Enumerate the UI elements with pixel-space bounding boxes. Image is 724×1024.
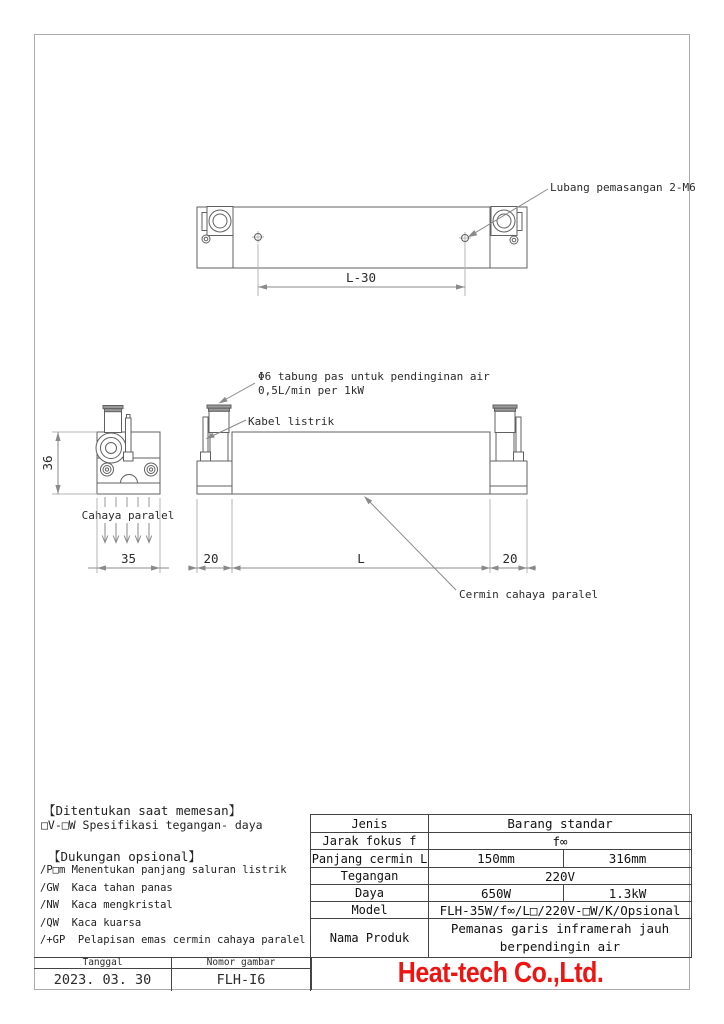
company-logo: Heat-tech Co.,Ltd. — [398, 957, 604, 989]
product-name-line2: berpendingin air — [499, 939, 621, 954]
light-arrows — [102, 523, 152, 543]
left-fitting-top-view — [202, 207, 233, 244]
cooling-label-line1: Φ6 tabung pas untuk pendinginan air — [258, 370, 490, 383]
mirror-label: Cermin cahaya paralel — [459, 588, 599, 601]
top-view-body — [197, 207, 527, 268]
date-label: Tanggal — [34, 958, 171, 969]
cable-label: Kabel listrik — [248, 415, 335, 428]
mount-hole-label: Lubang pemasangan 2-M6 — [550, 181, 696, 194]
option-item: /QW Kaca kuarsa — [40, 917, 142, 929]
mirror-leader — [364, 496, 456, 590]
right-fitting-front-view — [493, 405, 524, 461]
mounting-holes — [252, 231, 471, 244]
option-item: /+GP Pelapisan emas cermin cahaya paralel — [40, 934, 306, 946]
row-value: Barang standar — [429, 815, 692, 833]
title-block-date — [34, 958, 172, 991]
row-value: f∞ — [429, 833, 692, 850]
row-value: 650W — [429, 885, 564, 902]
table-row — [311, 902, 692, 919]
dim-label-l30: L-30 — [345, 270, 377, 285]
option-item: /P□m Menentukan panjang saluran listrik — [40, 864, 287, 876]
light-label: Cahaya paralel — [81, 509, 175, 522]
option-item: /GW Kaca tahan panas — [40, 882, 173, 894]
product-name-line1: Pemanas garis inframerah jauh — [450, 921, 670, 936]
water-connector-end-view — [103, 406, 123, 433]
row-label: Panjang cermin L — [311, 851, 428, 866]
drawing-number-value: FLH-I6 — [216, 972, 266, 988]
dim-label-20-left: 20 — [203, 551, 219, 566]
spec-table — [310, 814, 692, 958]
dim-label-35: 35 — [120, 551, 137, 566]
dim-label-L: L — [357, 551, 365, 566]
title-block-number — [172, 958, 311, 991]
row-value: 150mm — [429, 850, 564, 868]
drawing-number-label: Nomor gambar — [172, 958, 310, 969]
left-fitting-front-view — [201, 405, 232, 461]
table-row — [311, 815, 692, 833]
right-fitting-top-view — [491, 207, 522, 245]
table-row — [311, 919, 692, 958]
cooling-leader — [219, 383, 256, 404]
table-row — [311, 868, 692, 885]
row-label: Daya — [311, 885, 429, 902]
dim-label-36: 36 — [40, 455, 55, 471]
row-value: 1.3kW — [564, 885, 692, 902]
row-label: Jenis — [311, 815, 429, 833]
row-label: Nama Produk — [311, 919, 429, 958]
row-value — [429, 919, 692, 958]
row-label: Model — [311, 902, 429, 919]
row-value: 316mm — [564, 850, 692, 868]
arch-notch — [121, 475, 138, 483]
option-note-header: 【Dukungan opsional】 — [48, 849, 201, 864]
dim-36 — [52, 432, 96, 494]
option-item: /NW Kaca mengkristal — [40, 899, 173, 911]
table-row — [311, 833, 692, 850]
table-row — [311, 885, 692, 902]
front-view — [188, 370, 598, 601]
row-label: Tegangan — [311, 868, 429, 885]
row-value: FLH-35W/f∞/L□/220V-□W/K/Opsional — [429, 902, 692, 919]
light-rays — [105, 497, 149, 507]
order-note-item: □V-□W Spesifikasi tegangan- daya — [41, 818, 263, 832]
dim-label-20-right: 20 — [502, 551, 518, 566]
end-view — [40, 406, 174, 574]
cooling-label-line2: 0,5L/min per 1kW — [258, 384, 364, 397]
row-label: Jarak fokus f — [311, 833, 429, 850]
company-logo-box — [311, 957, 690, 990]
order-note-header: 【Ditentukan saat memesan】 — [43, 803, 242, 818]
front-view-body — [232, 432, 490, 494]
row-value: 220V — [429, 868, 692, 885]
electric-pin-end-view — [124, 415, 134, 462]
date-value: 2023. 03. 30 — [53, 972, 152, 988]
top-view — [197, 181, 696, 296]
title-block — [34, 957, 311, 990]
table-row — [311, 850, 692, 868]
